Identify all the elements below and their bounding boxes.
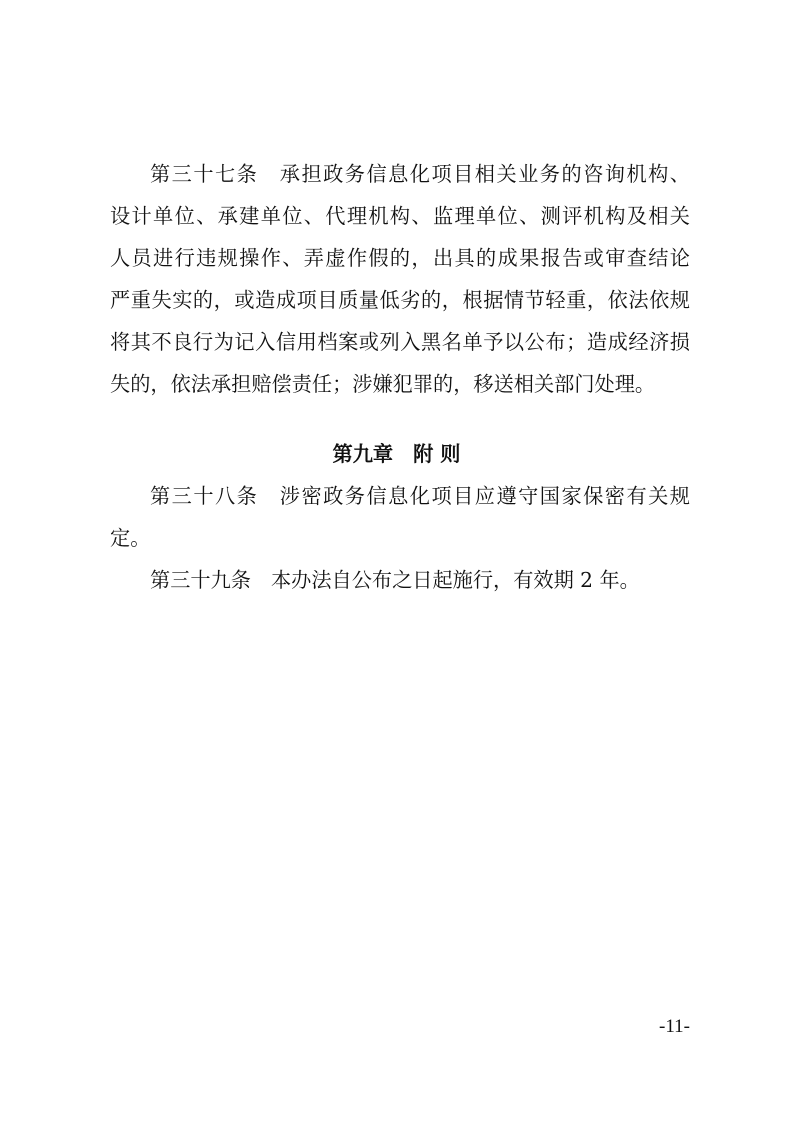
article-39-heading: 第三十九条 [150,568,251,592]
article-37-text-1: 承担政务信息化项目相关业务的咨询机构、 [278,162,690,186]
article-37-line-6: 失的，依法承担赔偿责任；涉嫌犯罪的，移送相关部门处理。 [110,372,656,396]
article-37-line-4: 严重失实的，或造成项目质量低劣的，根据情节轻重，依法依规 [110,288,690,312]
article-37-heading: 第三十七条 [150,162,259,186]
article-39-line-1 [150,566,690,594]
article-39-text: 本办法自公布之日起施行，有效期 2 年。 [270,568,640,592]
article-37-line-5: 将其不良行为记入信用档案或列入黑名单予以公布；造成经济损 [110,330,690,354]
article-38-text-1: 涉密政务信息化项目应遵守国家保密有关规 [278,484,690,508]
chapter-9-heading [0,440,793,468]
article-37-line-1 [150,160,690,188]
page-number: -11- [659,1016,690,1037]
chapter-9-title: 附 则 [413,442,461,466]
article-38-heading: 第三十八条 [150,484,259,508]
article-37-line-2: 设计单位、承建单位、代理机构、监理单位、测评机构及相关 [110,204,690,228]
chapter-9-number: 第九章 [332,442,394,466]
article-37-line-3: 人员进行违规操作、弄虚作假的，出具的成果报告或审查结论 [110,246,690,270]
article-38-line-2: 定。 [110,526,151,550]
article-38-line-1 [150,482,690,510]
